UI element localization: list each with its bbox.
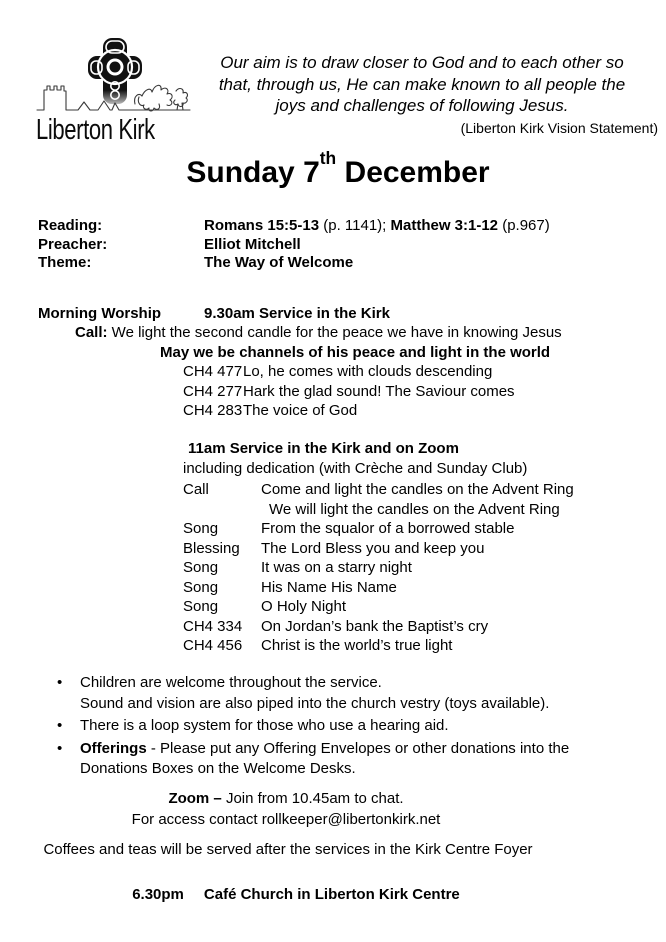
zoom-info [0,788,572,830]
vision-attribution: (Liberton Kirk Vision Statement) [460,119,658,136]
eleven-am-section [183,439,658,656]
order-item [183,480,658,519]
morning-heading-label: Morning Worship [38,305,162,322]
hymn-number: CH4 477 [183,363,243,381]
bullet-icon [57,716,62,737]
evening-event-time: 6.30pm [132,886,184,903]
bullet-icon [57,739,62,760]
preacher-label: Preacher: [38,235,108,253]
reading-page-1: (p. 1141); [319,217,391,234]
preacher-value: Elliot Mitchell [204,235,301,253]
order-item-label: Song [183,598,219,615]
theme-row [38,254,550,273]
order-item-line: We will light the candles on the Advent Ring [269,500,560,518]
order-item-label: Song [183,559,219,576]
vision-line: joys and challenges of following Jesus. [275,96,569,115]
hymn-number: CH4 283 [183,402,243,420]
reading-ref-2: Matthew 3:1-12 [390,217,499,234]
morning-heading-time: 9.30am Service in the Kirk [204,305,390,322]
morning-heading [38,304,644,323]
title-prefix: Sunday 7 [186,156,320,189]
order-item [183,519,658,539]
hymn-row [183,401,644,420]
order-item-text: On Jordan’s bank the Baptist’s cry [261,617,489,635]
offerings-label: Offerings [80,739,147,757]
order-item-text [261,480,574,519]
order-item-line: Come and light the candles on the Advent Ring [261,481,574,498]
order-item-label: Song [183,520,219,537]
order-item-label: CH4 456 [183,637,243,654]
service-info [38,217,550,273]
order-item-label: Blessing [183,539,240,557]
call-label: Call: [75,324,108,342]
eleven-am-subheading: including dedication (with Crèche and Sunday Club) [183,459,528,477]
order-item-text: Christ is the world’s true light [261,637,453,654]
notice-children [56,673,601,714]
vision-statement [183,52,661,139]
vision-line: that, through us, He can make known to all people the [218,74,626,94]
order-item-label: CH4 334 [183,617,243,635]
coffee-notice: Coffees and teas will be served after the services in the Kirk Centre Foyer [43,841,533,858]
bullet-icon [57,673,62,694]
order-item-text: The Lord Bless you and keep you [261,539,485,557]
order-item [183,617,658,637]
order-item-label: Call [183,481,209,498]
reading-row [38,217,550,236]
reading-ref-1: Romans 15:5-13 [204,217,320,234]
hymn-row [183,382,644,401]
notice-line: There is a loop system for those who use a hearing aid. [80,717,449,734]
order-item [183,597,658,617]
zoom-contact-line: For access contact rollkeeper@libertonkirk.net [131,811,441,828]
order-item [183,539,658,559]
evening-event-name: Café Church in Liberton Kirk Centre [203,886,460,903]
order-item-text: From the squalor of a borrowed stable [261,520,515,537]
title-ordinal: th [319,147,337,168]
notice-line: Children are welcome throughout the service. [80,674,382,691]
eleven-am-heading: 11am Service in the Kirk and on Zoom [188,440,459,457]
hymn-row [183,362,644,381]
order-item [183,578,658,598]
notice-loop-system [56,716,601,737]
order-item-text: O Holy Night [261,598,347,615]
offerings-text: - Please put any Offering Envelopes or other donations into the Donations Boxes on the Welcome Desks. [80,739,570,777]
hymn-number: CH4 277 [183,382,243,400]
hymn-title: Lo, he comes with clouds descending [243,363,493,381]
title-suffix: December [336,156,490,189]
morning-worship-section [38,304,644,420]
notice-offerings [56,739,601,780]
preacher-row [38,236,550,255]
order-item [183,558,658,578]
church-logo [36,34,192,146]
hymn-title: The voice of God [243,402,358,420]
morning-call-response: May we be channels of his peace and light in the world [160,343,551,361]
zoom-label: Zoom – [168,790,222,807]
celtic-cross-skyline-icon [36,34,192,114]
theme-label: Theme: [38,254,92,272]
vision-line: Our aim is to draw closer to God and to each other so [220,53,624,72]
order-item-text: His Name His Name [261,578,397,596]
order-item [183,636,658,656]
page-title [0,147,666,190]
zoom-text: Join from 10.45am to chat. [221,790,404,807]
evening-event [0,886,592,903]
reading-value [204,217,550,236]
notice-line [80,739,601,780]
order-item-label: Song [183,578,219,596]
logo-wordmark: Liberton Kirk [36,114,155,146]
reading-label: Reading: [38,217,103,234]
notices-list [56,673,601,782]
call-text: We light the second candle for the peace we have in knowing Jesus [107,324,562,342]
notice-line: Sound and vision are also piped into the church vestry (toys available). [80,694,550,712]
theme-value: The Way of Welcome [204,254,354,272]
order-item-text: It was on a starry night [261,559,412,576]
reading-page-2: (p.967) [498,217,550,234]
hymn-title: Hark the glad sound! The Saviour comes [243,382,515,400]
morning-call [75,323,644,342]
zoom-join-line [0,788,572,809]
